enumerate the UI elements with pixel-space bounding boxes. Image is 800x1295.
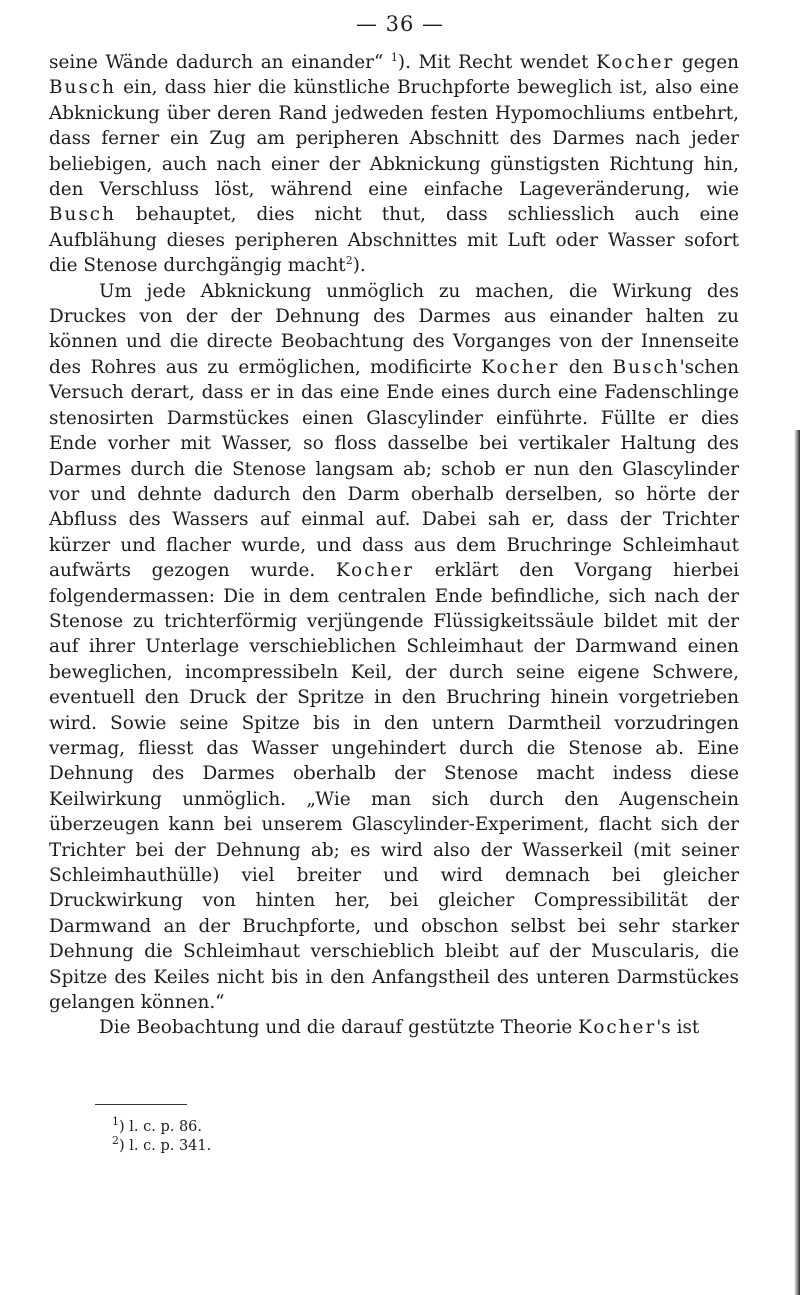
author-name: Kocher bbox=[578, 1017, 657, 1039]
footnotes bbox=[112, 1115, 212, 1156]
text-run: erklärt den Vorgang hierbei folgendermassen: Die in dem centralen Ende befindliche, sich nach der Stenose zu trichterförmig verjüngende Flüssigkeitssäule bildet mit der auf ihrer Unterlage verschieblichen Schleimhaut der Darmwand einen beweglichen, incompressibeln Keil, der durch seine eigene Schwere, eventuell den Druck der Spritze in den Bruchring hinein vorgetrieben wird. Sowie seine Spitze bis in den untern Darmtheil vorzudringen vermag, fliesst das Wasser ungehindert durch die Stenose ab. Eine Dehnung des Darmes oberhalb der Stenose macht indess diese Keilwirkung unmöglich. „Wie man sich durch den Augenschein überzeugen kann bei unserem Glascylinder-Experiment, flacht sich der Trichter bei der Dehnung ab; es wird also der Wasserkeil (mit seiner Schleimhauthülle) viel breiter und wird demnach bei gleicher Druckwirkung von hinten her, bei gleicher Compressibilität der Darmwand an der Bruchpforte, und obschon selbst bei sehr starker Dehnung die Schleimhaut verschieblich bleibt auf der Muscularis, die Spitze des Keiles nicht bis in den Anfangstheil des unteren Darmstückes gelangen können.“ bbox=[49, 560, 739, 1014]
text-run: gegen bbox=[674, 52, 739, 73]
author-name: Kocher bbox=[481, 356, 560, 378]
paragraph-p2 bbox=[49, 279, 739, 1016]
footnote-mark: 2 bbox=[112, 1134, 119, 1148]
text-run: ). bbox=[352, 255, 366, 277]
paragraph-p1 bbox=[49, 50, 739, 279]
body-text bbox=[49, 50, 739, 1041]
author-name: Busch bbox=[49, 77, 116, 99]
text-run: Die Beobachtung und die darauf gestützte Theorie bbox=[99, 1017, 579, 1039]
footnote-text: ) l. c. p. 86. bbox=[119, 1119, 203, 1135]
text-run: behauptet, dies nicht thut, dass schliesslich auch eine Aufblähung dieses peripheren Abschnittes mit Luft oder Wasser sofort die Stenose durchgängig macht bbox=[49, 204, 739, 277]
footnote-ref: 1 bbox=[390, 50, 398, 64]
text-run: Um jede Abknickung unmöglich zu machen, die Wirkung des Druckes von der der Dehnung des Darmes aus einander halten zu können und die directe Beobachtung des Vorganges von der Innenseite des Rohres aus zu ermöglichen, modificirte bbox=[49, 280, 739, 378]
author-name: Kocher bbox=[596, 52, 675, 73]
footnote-divider bbox=[95, 1104, 187, 1105]
text-run: ). Mit Recht wendet bbox=[397, 52, 597, 73]
paragraph-p3 bbox=[49, 1015, 739, 1040]
text-run: 'schen Versuch derart, dass er in das eine Ende eines durch eine Fadenschlinge stenosirten Darmstückes einen Glascylinder einführte. Füllte er dies Ende vorher mit Wasser, so floss dasselbe bei vertikaler Haltung des Darmes durch die Stenose langsam ab; schob er nun den Glascylinder vor und dehnte dadurch den Darm oberhalb derselben, so hörte der Abfluss des Wassers auf einmal auf. Dabei sah er, dass der Trichter kürzer und flacher wurde, und dass aus dem Bruchringe Schleimhaut aufwärts gezogen wurde. bbox=[49, 356, 739, 582]
author-name: Busch bbox=[49, 204, 116, 226]
text-run: 's ist bbox=[656, 1017, 700, 1039]
author-name: Busch bbox=[612, 356, 680, 378]
scan-edge-shadow bbox=[794, 430, 800, 1295]
footnote-ref: 2 bbox=[345, 254, 353, 268]
footnote-mark: 1 bbox=[112, 1115, 119, 1129]
text-run: ein, dass hier die künstliche Bruchpforte beweglich ist, also eine Abknickung über deren Rand jedweden festen Hypomochliums entbehrt, dass ferner ein Zug am peripheren Abschnitt des Darmes nach jeder beliebigen, auch nach einer der Abknickung günstigsten Richtung hin, den Verschluss löst, während eine einfache Lageveränderung, wie bbox=[49, 77, 739, 201]
footnote bbox=[112, 1134, 212, 1156]
page-number: — 36 — bbox=[355, 12, 445, 36]
text-run: den bbox=[559, 356, 613, 378]
footnote-text: ) l. c. p. 341. bbox=[119, 1138, 212, 1154]
footnote bbox=[112, 1115, 211, 1137]
author-name: Kocher bbox=[335, 560, 415, 582]
text-run: seine Wände dadurch an einander“ bbox=[49, 52, 391, 73]
